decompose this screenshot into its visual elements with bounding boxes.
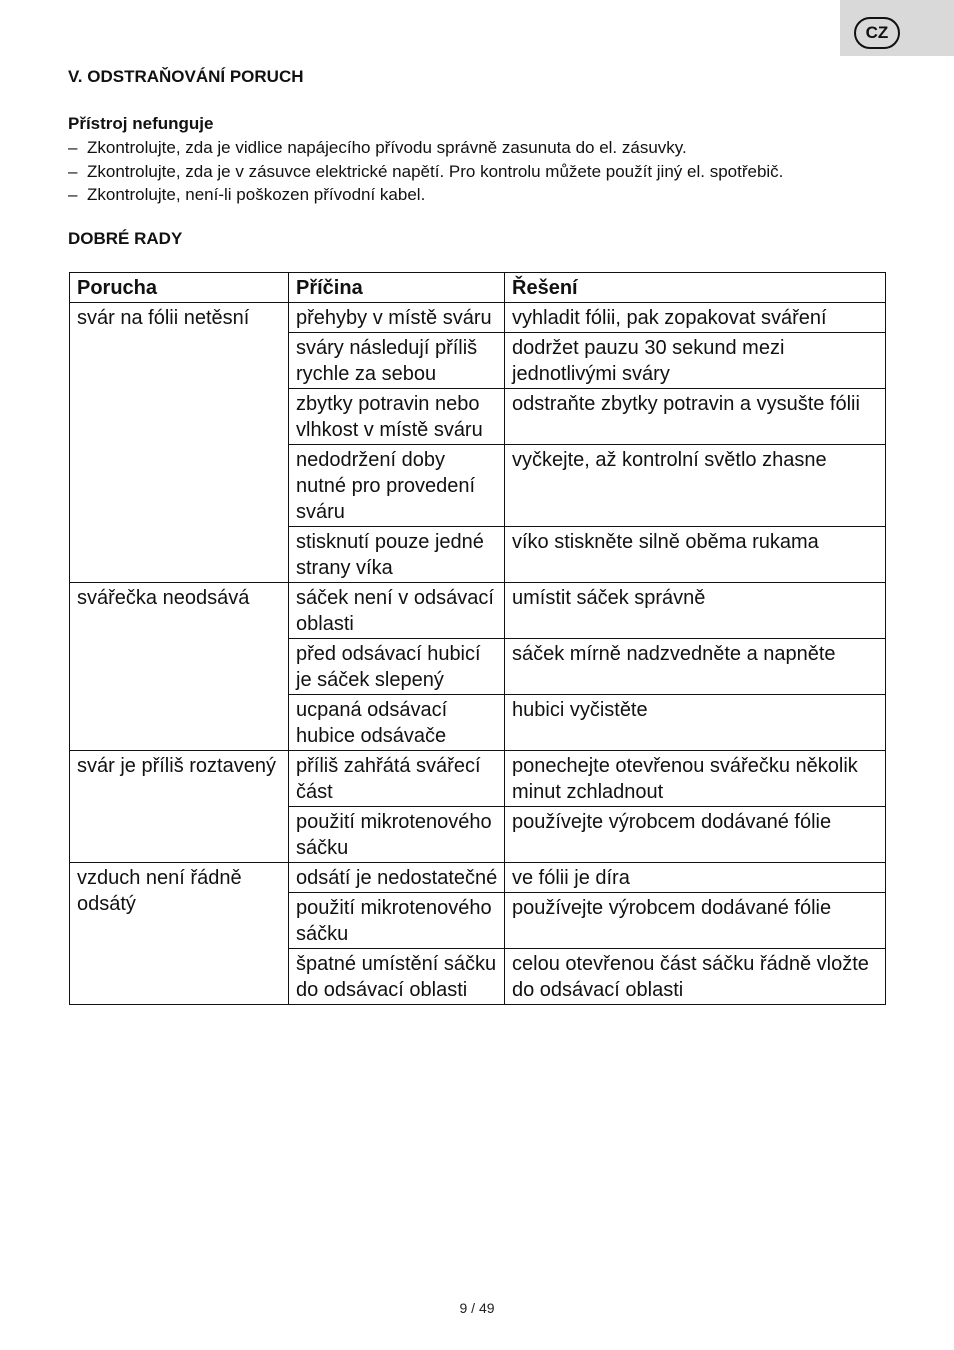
solution-cell: ponechejte otevřenou svářečku několik minut zchladnout — [505, 751, 886, 807]
checklist-item — [68, 183, 783, 207]
cause-cell: stisknutí pouze jedné strany víka — [289, 527, 505, 583]
checklist-item-text: Zkontrolujte, zda je v zásuvce elektrické napětí. Pro kontrolu můžete použít jiný el. spotřebič. — [87, 161, 784, 181]
cause-cell: špatné umístění sáčku do odsávací oblasti — [289, 949, 505, 1005]
header-cause: Příčina — [289, 273, 505, 303]
cause-cell: nedodržení doby nutné pro provedení sváru — [289, 445, 505, 527]
cause-cell: ucpaná odsávací hubice odsávače — [289, 695, 505, 751]
solution-cell: odstraňte zbytky potravin a vysušte fólii — [505, 389, 886, 445]
cause-cell: odsátí je nedostatečné — [289, 863, 505, 893]
cause-cell: sváry následují příliš rychle za sebou — [289, 333, 505, 389]
cause-cell: před odsávací hubicí je sáček slepený — [289, 639, 505, 695]
subsection-title: Přístroj nefunguje — [68, 114, 214, 133]
checklist-item — [68, 160, 783, 184]
language-badge: CZ — [854, 17, 900, 49]
page-number: 9 / 49 — [459, 1300, 495, 1316]
language-tab — [840, 0, 954, 56]
cause-cell: sáček není v odsávací oblasti — [289, 583, 505, 639]
table-row — [70, 583, 886, 639]
cause-cell: zbytky potravin nebo vlhkost v místě sváru — [289, 389, 505, 445]
section-title: V. ODSTRAŇOVÁNÍ PORUCH — [68, 67, 304, 86]
checklist-item-text: Zkontrolujte, zda je vidlice napájecího přívodu správně zasunuta do el. zásuvky. — [87, 138, 687, 157]
fault-cell: svářečka neodsává — [70, 583, 289, 751]
solution-cell: dodržet pauzu 30 sekund mezi jednotlivými sváry — [505, 333, 886, 389]
solution-cell: celou otevřenou část sáčku řádně vložte do odsávací oblasti — [505, 949, 886, 1005]
solution-cell: používejte výrobcem dodávané fólie — [505, 893, 886, 949]
cause-cell: přehyby v místě sváru — [289, 303, 505, 333]
table-row — [70, 863, 886, 893]
checklist-item-text: Zkontrolujte, není-li poškozen přívodní kabel. — [87, 185, 426, 204]
dash-bullet: – — [68, 138, 78, 157]
tips-title: DOBRÉ RADY — [68, 229, 183, 248]
cause-cell: použití mikrotenového sáčku — [289, 893, 505, 949]
table-row — [70, 751, 886, 807]
cause-cell: použití mikrotenového sáčku — [289, 807, 505, 863]
troubleshooting-table — [69, 272, 886, 1005]
solution-cell: vyhladit fólii, pak zopakovat sváření — [505, 303, 886, 333]
checklist — [68, 136, 783, 207]
fault-cell: svár je příliš roztavený — [70, 751, 289, 863]
checklist-item — [68, 136, 783, 160]
fault-cell: svár na fólii netěsní — [70, 303, 289, 583]
solution-cell: ve fólii je díra — [505, 863, 886, 893]
solution-cell: vyčkejte, až kontrolní světlo zhasne — [505, 445, 886, 527]
solution-cell: sáček mírně nadzvedněte a napněte — [505, 639, 886, 695]
dash-bullet: – — [68, 185, 78, 204]
header-solution: Řešení — [505, 273, 886, 303]
solution-cell: víko stiskněte silně oběma rukama — [505, 527, 886, 583]
fault-cell: vzduch není řádně odsátý — [70, 863, 289, 1005]
cause-cell: příliš zahřátá svářecí část — [289, 751, 505, 807]
table-header-row — [70, 273, 886, 303]
solution-cell: hubici vyčistěte — [505, 695, 886, 751]
header-fault: Porucha — [70, 273, 289, 303]
solution-cell: umístit sáček správně — [505, 583, 886, 639]
solution-cell: používejte výrobcem dodávané fólie — [505, 807, 886, 863]
dash-bullet: – — [68, 161, 78, 181]
table-row — [70, 303, 886, 333]
